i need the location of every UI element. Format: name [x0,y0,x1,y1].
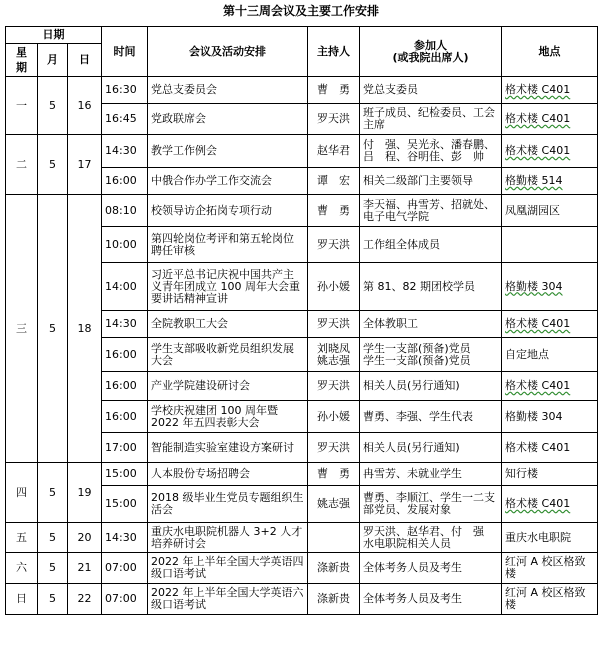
location-cell [502,372,598,401]
page-title: 第十三周会议及主要工作安排 [222,4,379,18]
location-cell [502,195,598,227]
host-cell: 谭 宏 [308,168,360,195]
event-cell: 学校庆祝建团 100 周年暨 2022 年五四表彰大会 [148,401,308,433]
weekday-cell: 二 [6,135,38,195]
event-cell: 校领导访企拓岗专项行动 [148,195,308,227]
host-cell: 涤新贵 [308,584,360,615]
month-cell: 5 [38,135,68,195]
host-cell: 孙小媛 [308,263,360,311]
location-cell [502,584,598,615]
host-header: 主持人 [308,27,360,77]
host-cell: 孙小媛 [308,401,360,433]
participants-cell: 李天福、冉雪芳、招就处、电子电气学院 [360,195,502,227]
event-cell: 习近平总书记庆祝中国共产主义青年团成立 100 周年大会重要讲话精神宣讲 [148,263,308,311]
event-cell: 学生支部吸收新党员组织发展大会 [148,338,308,372]
schedule-row [6,523,598,553]
event-header: 会议及活动安排 [148,27,308,77]
host-cell: 罗天洪 [308,227,360,263]
location-cell [502,104,598,135]
location-cell [502,77,598,104]
time-cell: 14:00 [102,263,148,311]
location-text: 格术楼 C401 [505,317,571,330]
schedule-row [6,195,598,227]
participants-header-line1: 参加人 [414,38,448,52]
schedule-row [6,553,598,584]
host-cell: 曹 勇 [308,463,360,486]
event-cell: 第四轮岗位考评和第五轮岗位聘任审核 [148,227,308,263]
host-cell: 曹 勇 [308,195,360,227]
participants-cell: 班子成员、纪检委员、工会主席 [360,104,502,135]
month-cell: 5 [38,195,68,463]
participants-cell: 党总支委员 [360,77,502,104]
event-cell: 教学工作例会 [148,135,308,168]
schedule-row [6,463,598,486]
time-cell: 16:00 [102,168,148,195]
participants-cell: 相关人员(另行通知) [360,372,502,401]
location-text: 自定地点 [505,347,550,361]
weekday-header-text: 星期 [16,46,27,74]
location-text: 格术楼 C401 [505,497,571,510]
time-cell: 16:00 [102,401,148,433]
weekday-cell: 五 [6,523,38,553]
event-cell: 智能制造实验室建设方案研讨 [148,433,308,463]
schedule-row [6,584,598,615]
time-cell: 15:00 [102,486,148,523]
participants-cell: 曹勇、李顺江、学生一二支部党员、发展对象 [360,486,502,523]
weekday-cell: 日 [6,584,38,615]
participants-cell: 全体考务人员及考生 [360,584,502,615]
participants-header-line2: (或我院出席人) [392,50,469,64]
schedule-row [6,135,598,168]
host-cell: 罗天洪 [308,311,360,338]
month-cell: 5 [38,77,68,135]
participants-cell: 相关人员(另行通知) [360,433,502,463]
weekday-cell: 六 [6,553,38,584]
time-cell: 14:30 [102,135,148,168]
event-cell: 重庆水电职院机器人 3+2 人才培养研讨会 [148,523,308,553]
day-cell: 18 [68,195,102,463]
location-cell [502,553,598,584]
location-text: 知行楼 [505,467,539,480]
time-cell: 16:45 [102,104,148,135]
participants-cell: 冉雪芳、未就业学生 [360,463,502,486]
event-cell: 产业学院建设研讨会 [148,372,308,401]
location-cell [502,311,598,338]
weekday-cell: 三 [6,195,38,463]
day-cell: 17 [68,135,102,195]
location-text: 格术楼 C401 [505,440,571,454]
host-cell: 赵华君 [308,135,360,168]
month-cell: 5 [38,553,68,584]
weekday-cell: 四 [6,463,38,523]
participants-header [360,27,502,77]
location-text: 格术楼 C401 [505,83,571,96]
day-cell: 21 [68,553,102,584]
location-cell [502,135,598,168]
month-cell: 5 [38,463,68,523]
location-text: 重庆水电职院 [505,530,572,544]
participants-cell: 罗天洪、赵华君、付 强 水电职院相关人员 [360,523,502,553]
location-cell [502,338,598,372]
month-header: 月 [38,44,68,77]
event-cell: 2022 年上半年全国大学英语六级口语考试 [148,584,308,615]
day-cell: 20 [68,523,102,553]
location-header: 地点 [502,27,598,77]
day-cell: 16 [68,77,102,135]
month-cell: 5 [38,584,68,615]
day-header: 日 [68,44,102,77]
time-cell: 16:00 [102,338,148,372]
participants-cell: 工作组全体成员 [360,227,502,263]
location-text: 格术楼 C401 [505,144,571,157]
event-cell: 人本股份专场招聘会 [148,463,308,486]
event-cell: 全院教职工大会 [148,311,308,338]
schedule-table [5,26,598,615]
month-cell: 5 [38,523,68,553]
weekday-cell: 一 [6,77,38,135]
day-cell: 19 [68,463,102,523]
location-text: 格勤楼 304 [505,409,563,423]
schedule-row [6,77,598,104]
time-cell: 10:00 [102,227,148,263]
event-cell: 中俄合作办学工作交流会 [148,168,308,195]
location-cell [502,227,598,263]
time-cell: 16:00 [102,372,148,401]
event-cell: 党政联席会 [148,104,308,135]
time-cell: 08:10 [102,195,148,227]
participants-cell: 全体教职工 [360,311,502,338]
location-cell [502,463,598,486]
location-cell [502,263,598,311]
weekday-header [6,44,38,77]
host-cell: 罗天洪 [308,104,360,135]
location-text: 格勤楼 514 [505,174,563,187]
participants-cell: 第 81、82 期团校学员 [360,263,502,311]
event-cell: 2018 级毕业生党员专题组织生活会 [148,486,308,523]
time-cell: 15:00 [102,463,148,486]
host-cell: 刘晓凤 姚志强 [308,338,360,372]
location-cell [502,433,598,463]
host-cell: 涤新贵 [308,553,360,584]
location-cell [502,486,598,523]
event-cell: 党总支委员会 [148,77,308,104]
time-cell: 14:30 [102,311,148,338]
participants-cell: 学生一支部(预备)党员 学生一支部(预备)党员 [360,338,502,372]
time-cell: 07:00 [102,584,148,615]
location-text: 红河 A 校区格致楼 [505,586,586,611]
time-cell: 14:30 [102,523,148,553]
event-cell: 2022 年上半年全国大学英语四级口语考试 [148,553,308,584]
location-text: 格术楼 C401 [505,112,571,125]
location-text: 格术楼 C401 [505,379,571,392]
header-row-1 [6,27,598,44]
host-cell: 罗天洪 [308,433,360,463]
location-text: 红河 A 校区格致楼 [505,555,586,580]
participants-cell: 曹勇、李强、学生代表 [360,401,502,433]
time-cell: 07:00 [102,553,148,584]
host-cell: 姚志强 [308,486,360,523]
location-cell [502,168,598,195]
location-text: 凤凰湖园区 [505,203,561,217]
host-cell: 曹 勇 [308,77,360,104]
schedule-body [6,77,598,615]
host-cell [308,523,360,553]
date-header: 日期 [6,27,102,44]
location-text: 格勤楼 304 [505,279,563,293]
host-cell: 罗天洪 [308,372,360,401]
time-cell: 17:00 [102,433,148,463]
time-cell: 16:30 [102,77,148,104]
day-cell: 22 [68,584,102,615]
time-header: 时间 [102,27,148,77]
participants-cell: 全体考务人员及考生 [360,553,502,584]
participants-cell: 相关二级部门主要领导 [360,168,502,195]
location-cell [502,401,598,433]
participants-cell: 付 强、吴光永、潘春鹏、吕 程、谷明佳、彭 帅 [360,135,502,168]
location-cell [502,523,598,553]
